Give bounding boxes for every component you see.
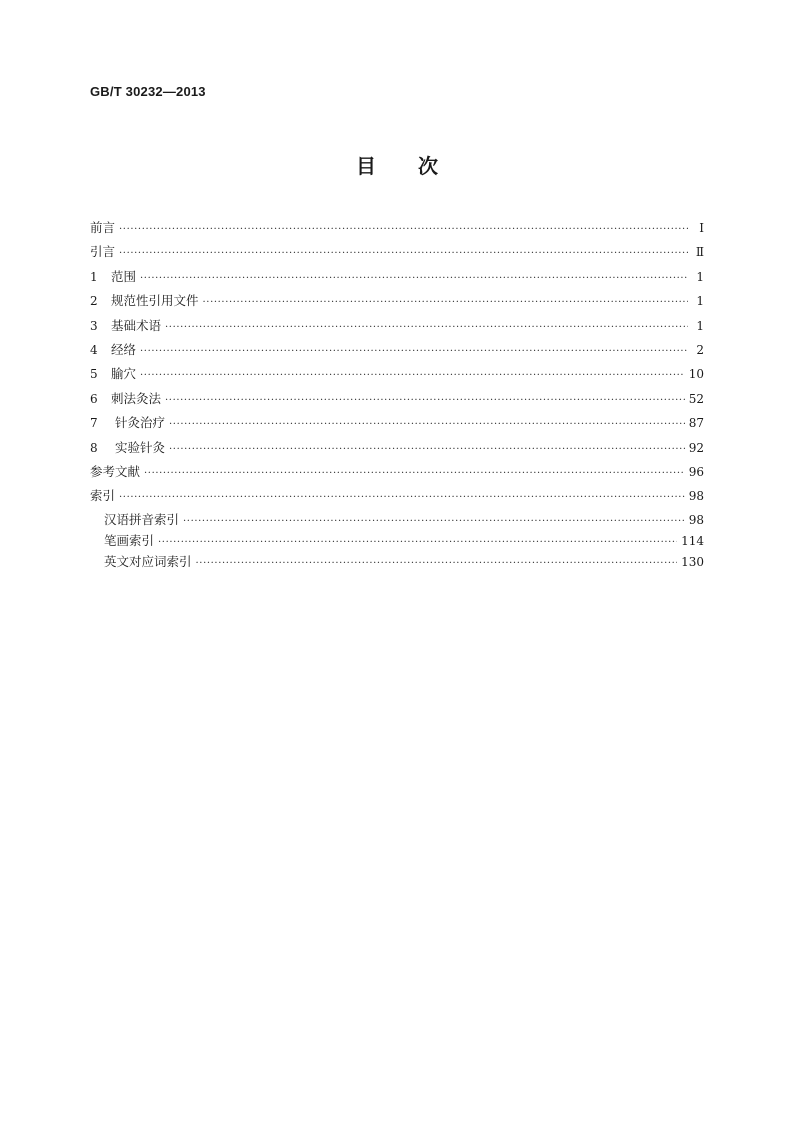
- toc-entry-label: 实验针灸: [115, 439, 166, 455]
- toc-entry-page: 130: [681, 555, 704, 570]
- toc-entry-label: 索引: [90, 488, 116, 504]
- toc-entry-label: 笔画索引: [104, 532, 155, 548]
- toc-entry-8[interactable]: [90, 436, 704, 460]
- toc-entry-index[interactable]: [90, 484, 704, 508]
- toc-entry-label: 基础术语: [111, 317, 162, 333]
- toc-entry-page: 114: [681, 533, 704, 548]
- toc-entry-5[interactable]: [90, 362, 704, 386]
- toc-entry-label: 前言: [90, 220, 116, 235]
- toc-entry-number: 5: [90, 367, 98, 382]
- toc-entry-7[interactable]: [90, 411, 704, 435]
- toc-entry-label: 腧穴: [111, 366, 137, 382]
- toc-entry-pinyin-index[interactable]: [90, 509, 704, 530]
- toc-entry-stroke-index[interactable]: [90, 530, 704, 551]
- toc-entry-label: 汉语拼音索引: [104, 511, 180, 527]
- toc-entry-label: 参考文献: [90, 463, 141, 479]
- dot-leader: [119, 218, 688, 242]
- toc-entry-foreword[interactable]: [90, 216, 704, 240]
- toc-entry-number: 8: [90, 440, 98, 455]
- toc-entry-page: 92: [688, 440, 704, 455]
- toc-entry-bibliography[interactable]: [90, 460, 704, 484]
- dot-leader: [165, 316, 688, 340]
- toc-entry-page: 87: [688, 416, 704, 431]
- toc-entry-2[interactable]: [90, 289, 704, 313]
- toc-entry-number: 7: [90, 416, 98, 431]
- dot-leader: [196, 553, 678, 574]
- dot-leader: [169, 413, 685, 437]
- toc-entry-4[interactable]: [90, 338, 704, 362]
- toc-entry-label: 规范性引用文件: [111, 293, 199, 309]
- toc-entry-number: 6: [90, 391, 98, 406]
- toc-entry-page: 1: [696, 269, 704, 284]
- toc-entry-english-index[interactable]: [90, 551, 704, 572]
- toc-entry-page: 1: [696, 318, 704, 333]
- toc-entry-number: 2: [90, 294, 98, 309]
- toc-entry-label: 刺法灸法: [111, 390, 162, 406]
- toc-entry-page: 96: [688, 464, 704, 479]
- toc-entry-label: 引言: [90, 244, 116, 260]
- toc-entry-label: 针灸治疗: [115, 415, 166, 431]
- dot-leader: [158, 532, 677, 553]
- toc-entry-number: 3: [90, 318, 98, 333]
- toc-entry-number: 4: [90, 342, 98, 357]
- toc-entry-page: 1: [696, 294, 704, 309]
- dot-leader: [165, 389, 685, 413]
- toc-entry-label: 英文对应词索引: [104, 554, 192, 570]
- dot-leader: [140, 364, 685, 388]
- table-of-contents: [90, 216, 704, 572]
- toc-entry-page: 98: [688, 512, 704, 527]
- dot-leader: [119, 486, 685, 510]
- toc-entry-number: 1: [90, 269, 98, 284]
- toc-entry-page: 52: [688, 391, 704, 406]
- dot-leader: [169, 438, 685, 462]
- standard-code: GB/T 30232—2013: [90, 84, 206, 99]
- dot-leader: [119, 242, 688, 266]
- dot-leader: [144, 462, 685, 486]
- page-title: 目次: [356, 154, 480, 178]
- toc-entry-page: 98: [688, 489, 704, 504]
- toc-entry-label: 经络: [111, 341, 137, 357]
- dot-leader: [183, 511, 685, 532]
- toc-entry-3[interactable]: [90, 314, 704, 338]
- dot-leader: [140, 340, 688, 364]
- toc-entry-page: 10: [688, 367, 704, 382]
- toc-entry-introduction[interactable]: [90, 240, 704, 264]
- dot-leader: [203, 291, 688, 315]
- toc-entry-page: 2: [696, 342, 704, 357]
- toc-entry-1[interactable]: [90, 265, 704, 289]
- toc-entry-page: Ⅰ: [699, 221, 704, 235]
- dot-leader: [140, 267, 688, 291]
- toc-entry-6[interactable]: [90, 387, 704, 411]
- toc-entry-page: Ⅱ: [695, 245, 704, 260]
- toc-entry-label: 范围: [111, 268, 137, 284]
